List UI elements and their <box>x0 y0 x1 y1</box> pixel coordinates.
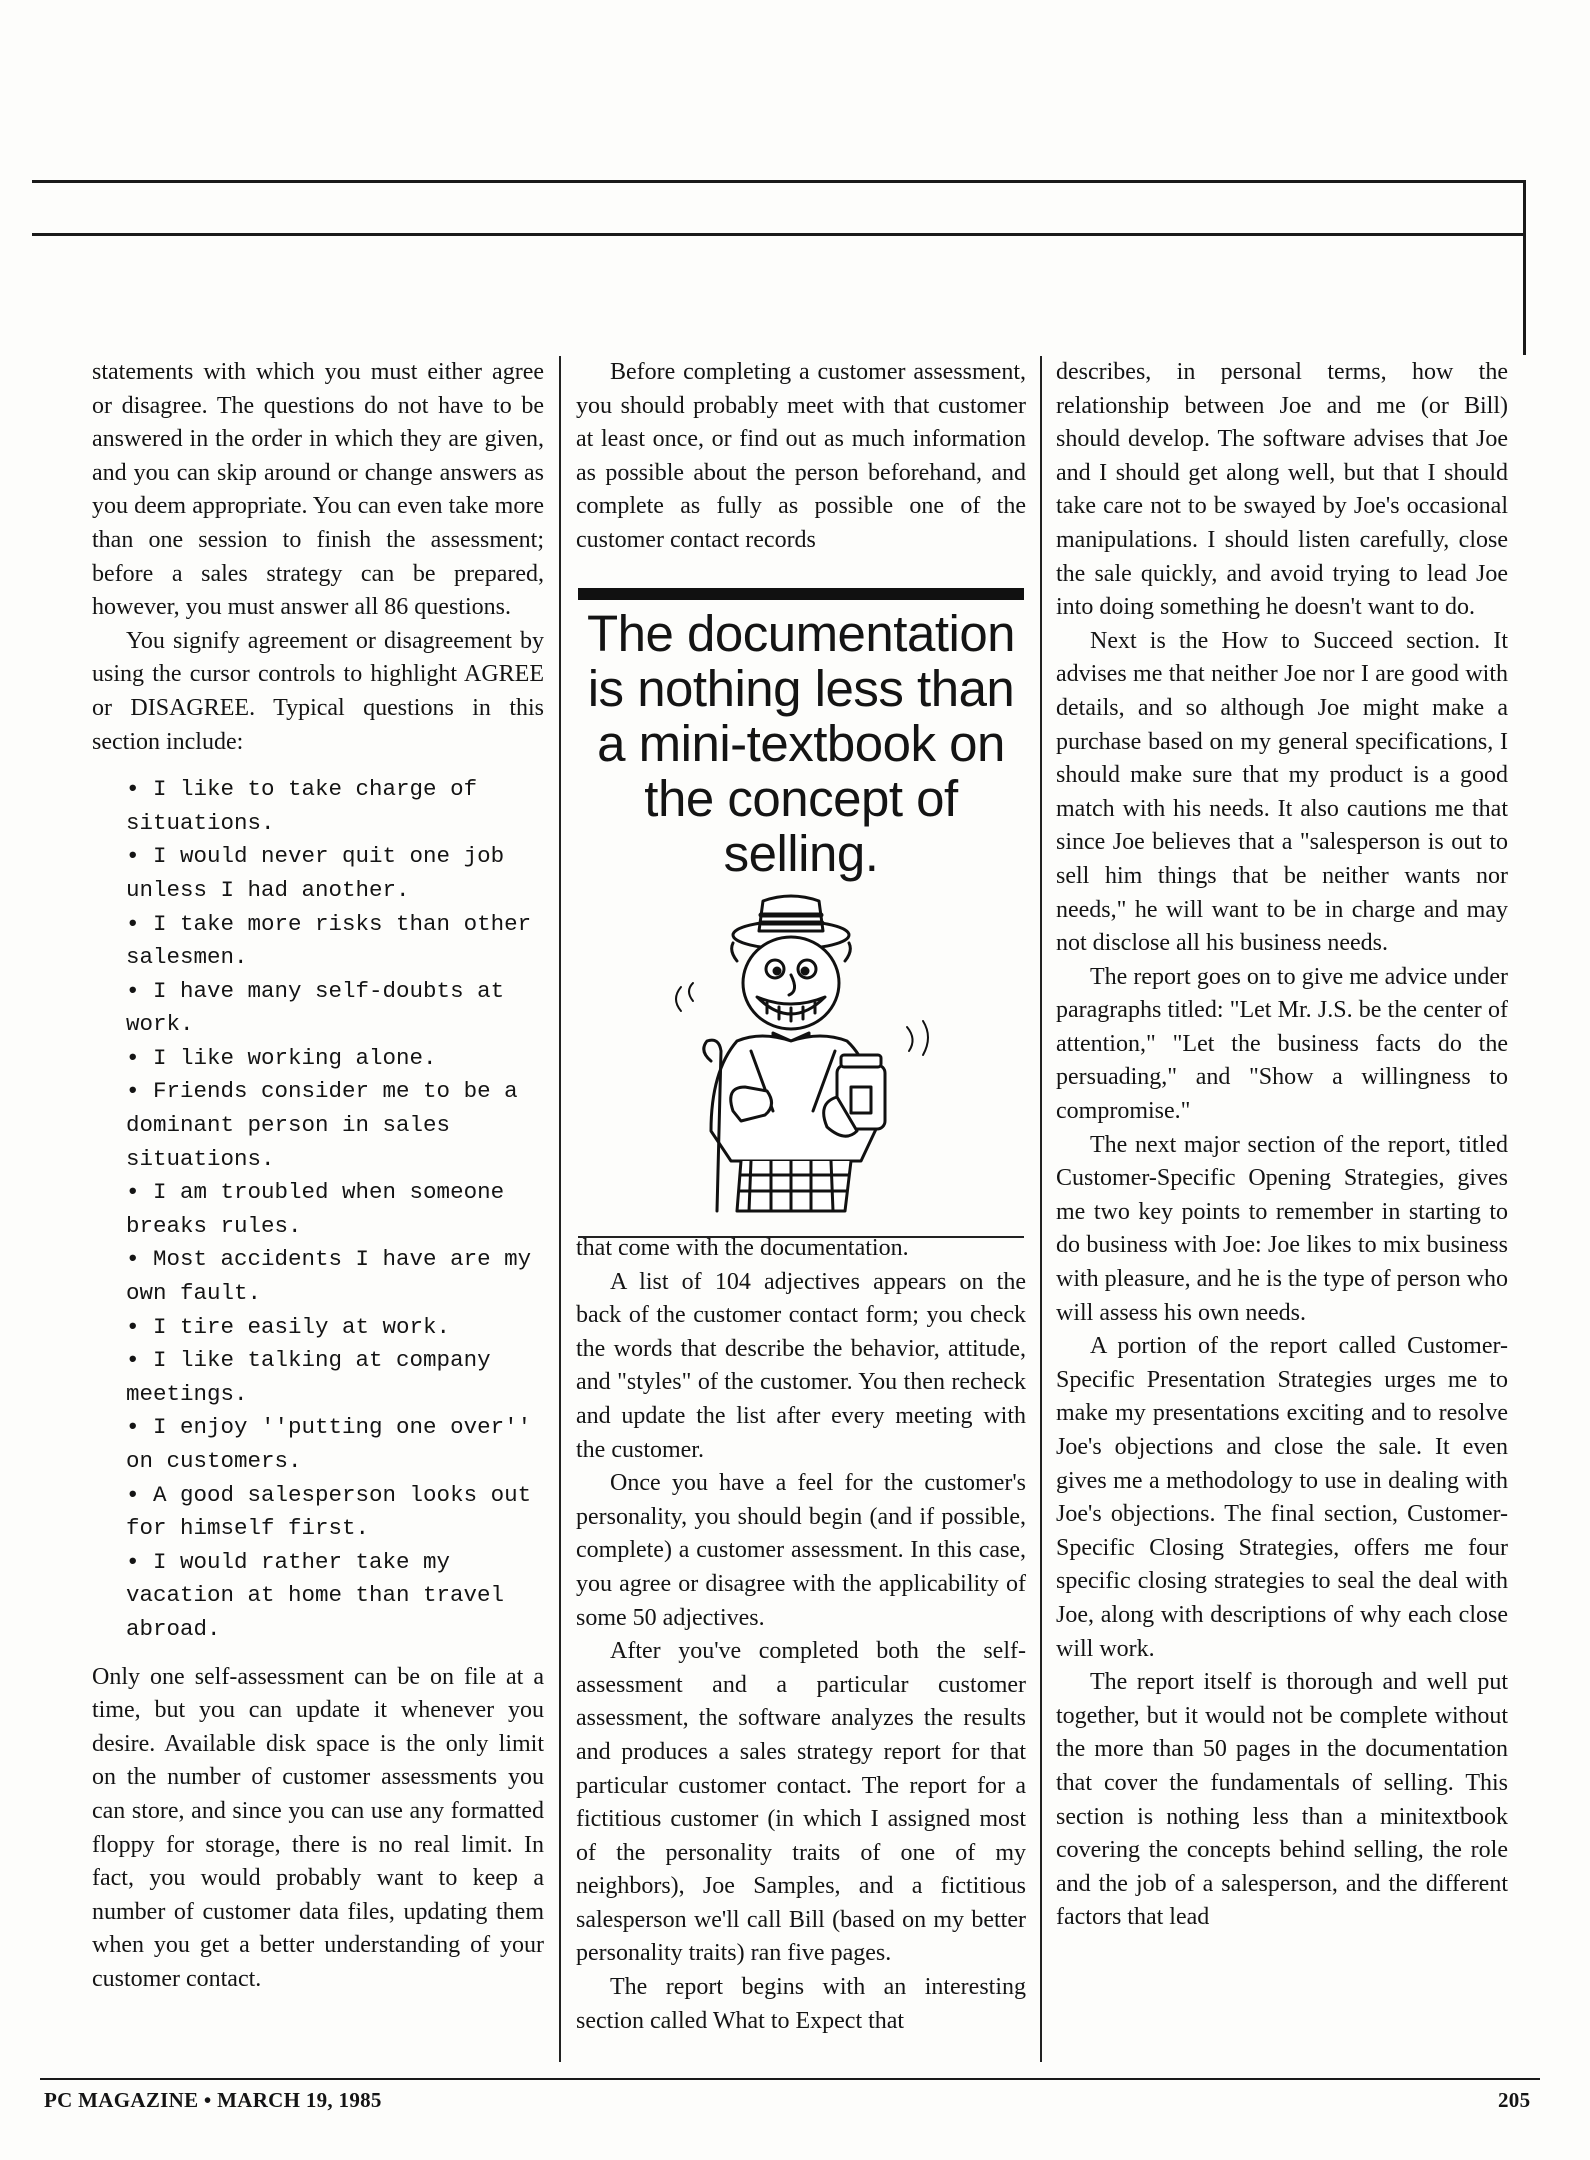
header-right-rule <box>1523 180 1526 355</box>
paragraph: The next major section of the report, titled Customer-Specific Opening Strategies, gives me two key points to remember in starting to do business with Joe: Joe likes to mix business with pleasure, and he is the type of person who will assess his own needs. <box>1056 1131 1508 1326</box>
header-top-rule <box>32 180 1526 183</box>
list-item: • I tire easily at work. <box>126 1311 544 1345</box>
article-column-2-bottom <box>576 1232 1026 2038</box>
list-item: • I enjoy ''putting one over'' on customers. <box>126 1411 544 1478</box>
article-column-2-top <box>576 356 1026 558</box>
paragraph: Once you have a feel for the customer's personality, you should begin (and if possible, complete) a customer assessment. In this case, you agree or disagree with the applicability of some 50 adjectives. <box>576 1470 1026 1631</box>
page-number: 205 <box>1498 2088 1531 2112</box>
salesman-illustration <box>641 891 961 1219</box>
list-item: • Friends consider me to be a dominant person in sales situations. <box>126 1075 544 1176</box>
paragraph: Before completing a customer assessment, you should probably meet with that customer at least once, or find out as much information as possible about the person beforehand, and complete as fully as possible one of the customer contact records <box>576 359 1026 553</box>
header-bottom-rule <box>32 233 1526 236</box>
list-item: • I take more risks than other salesmen. <box>126 908 544 975</box>
paragraph: A list of 104 adjectives appears on the back of the customer contact form; you check the words that describe the behavior, attitude, and "styles" of the customer. You then recheck and update the list after every meeting with the customer. <box>576 1268 1026 1463</box>
paragraph: statements with which you must either agree or disagree. The questions do not have to be answered in the order in which they are given, and you can skip around or change answers as you deem appropriate. You can even take more than one session to finish the assessment; before a sales strategy can be prepared, however, you must answer all 86 questions. <box>92 359 544 621</box>
pull-quote-text: The documentation is nothing less than a mini-textbook on the concept of selling. <box>586 605 1016 882</box>
paragraph: Next is the How to Succeed section. It advises me that neither Joe nor I are good with details, and so although Joe might make a purchase based on my general specifications, I should make sure that my product is a good match with his needs. It also cautions me that since Joe believes that a "salesperson is out to sell him things that be neither wants nor needs," he will want to be in charge and may not disclose all his business needs. <box>1056 627 1508 957</box>
paragraph: The report begins with an interesting section called What to Expect that <box>576 1974 1026 2034</box>
article-column-1 <box>92 356 544 1997</box>
column-divider-right <box>1040 356 1042 2062</box>
footer-rule <box>40 2078 1540 2080</box>
list-item: • A good salesperson looks out for himself first. <box>126 1479 544 1546</box>
list-item: • I am troubled when someone breaks rules. <box>126 1176 544 1243</box>
paragraph: After you've completed both the self-assessment and a particular customer assessment, the software analyzes the results and produces a sales strategy report for that particular customer contact. The report for a fictitious customer (in which I assigned most of the personality traits of one of my neighbors), Joe Samples, and a fictitious salesperson we'll call Bill (based on my better personality traits) ran five pages. <box>576 1638 1026 1967</box>
list-item: • I like working alone. <box>126 1042 544 1076</box>
paragraph: The report goes on to give me advice under paragraphs titled: "Let Mr. J.S. be the center of attention," "Let the business facts do the persuading," and "Show a willingness to compromise." <box>1056 963 1508 1125</box>
column-divider-left <box>559 356 561 2062</box>
paragraph: Only one self-assessment can be on file at a time, but you can update it whenever you desire. Available disk space is the only limit on the number of customer assessments you can store, and since you can use any formatted floppy for storage, there is no real limit. In fact, you would probably want to keep a number of customer data files, updating them when you get a better understanding of your customer contact. <box>92 1663 544 1992</box>
pull-quote <box>578 588 1024 1238</box>
paragraph: You signify agreement or disagreement by using the cursor controls to highlight AGREE or DISAGREE. Typical questions in this section include: <box>92 627 544 755</box>
footer-publication: PC MAGAZINE • MARCH 19, 1985 <box>44 2088 382 2112</box>
sample-questions-list <box>92 773 544 1646</box>
paragraph: The report itself is thorough and well put together, but it would not be complete without the more than 50 pages in the documentation that cover the fundamentals of selling. This section is nothing less than a minitextbook covering the concepts behind selling, the role and the job of a salesperson, and the different factors that lead <box>1056 1669 1508 1931</box>
paragraph: A portion of the report called Customer-Specific Presentation Strategies urges me to make my presentations exciting and to resolve Joe's objections and close the sale. It even gives me a methodology to use in dealing with Joe's objections. The final section, Customer-Specific Closing Strategies, offers me four specific closing strategies to seal the deal with Joe, along with descriptions of why each close will work. <box>1056 1333 1508 1662</box>
list-item: • I like to take charge of situations. <box>126 773 544 840</box>
article-column-3 <box>1056 356 1508 1935</box>
paragraph: that come with the documentation. <box>576 1235 909 1261</box>
list-item: • I would rather take my vacation at home than travel abroad. <box>126 1546 544 1647</box>
list-item: • I would never quit one job unless I had another. <box>126 840 544 907</box>
list-item: • I have many self-doubts at work. <box>126 975 544 1042</box>
pull-quote-bar <box>578 588 1024 600</box>
paragraph: describes, in personal terms, how the relationship between Joe and me (or Bill) should develop. The software advises that Joe and I should get along well, but that I should take care not to be swayed by Joe's occasional manipulations. I should listen carefully, close the sale quickly, and avoid trying to lead Joe into doing something he doesn't want to do. <box>1056 359 1508 621</box>
list-item: • Most accidents I have are my own fault. <box>126 1243 544 1310</box>
list-item: • I like talking at company meetings. <box>126 1344 544 1411</box>
